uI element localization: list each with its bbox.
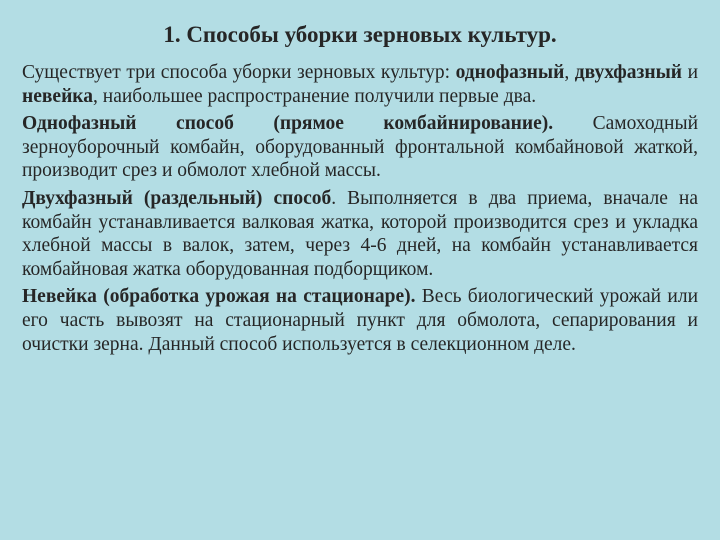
paragraph-one-phase [22, 112, 698, 183]
term-one-phase: однофазный [455, 62, 565, 83]
one-phase-text: Самоходный зерноуборочный комбайн, оборудованный фронтальной комбайновой жаткой, производит срез и обмолот хлебной массы. [22, 113, 698, 182]
two-phase-heading: Двухфазный (раздельный) способ [22, 187, 332, 209]
term-neveika: невейка [22, 85, 94, 107]
paragraph-neveika [22, 285, 698, 356]
intro-text-2: , [564, 62, 575, 83]
intro-text-1: Существует три способа уборки зерновых культур: [22, 62, 456, 83]
one-phase-heading: Однофазный способ (прямое комбайнирование). [22, 113, 554, 135]
two-phase-text: . Выполняется в два приема, вначале на комбайн устанавливается валковая жатка, которой производится срез и укладка хлебной массы в валок, затем, через 4-6 дней, на комбайн устанавливается комбайновая жатка оборудованная подборщиком. [22, 187, 699, 280]
paragraph-intro [22, 61, 698, 108]
term-two-phase: двухфазный [574, 62, 683, 83]
neveika-heading: Невейка (обработка урожая на стационаре). [22, 286, 416, 308]
paragraph-two-phase [22, 187, 698, 281]
slide-title: 1. Способы уборки зерновых культур. [163, 22, 557, 47]
neveika-text: Весь биологический урожай или его часть вывозят на стационарный пункт для обмолота, сепарирования и очистки зерна. Данный способ используется в селекционном деле. [22, 286, 699, 355]
intro-text-3: и [682, 62, 699, 83]
intro-text-4: , наибольшее распространение получили первые два. [93, 85, 537, 107]
